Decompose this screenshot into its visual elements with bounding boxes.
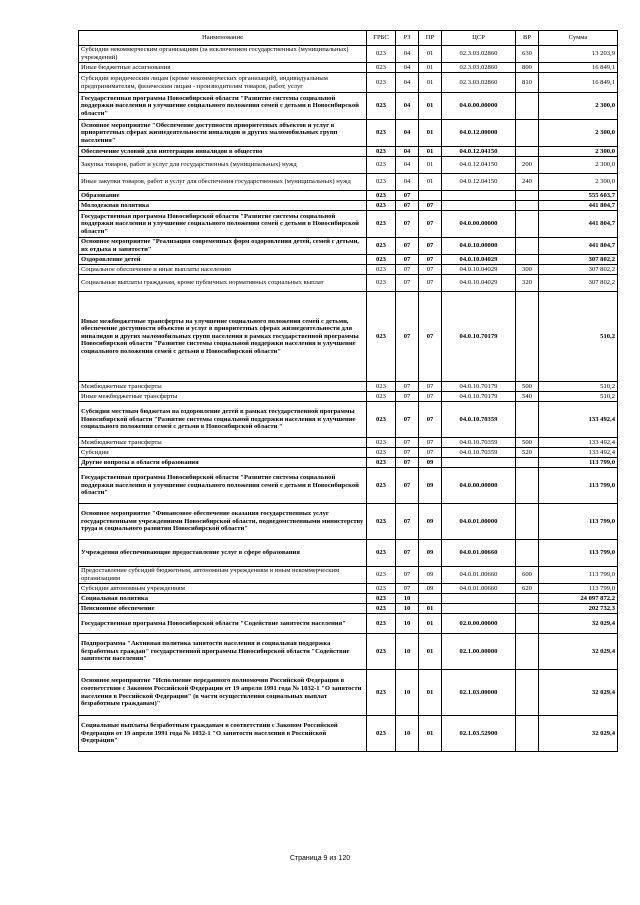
cell-vr: 620 — [516, 584, 539, 594]
table-row — [79, 614, 618, 634]
table-row — [79, 382, 618, 392]
cell-grbs: 023 — [367, 402, 396, 438]
cell-vr — [516, 147, 539, 157]
cell-name: Обеспечение условий для интеграции инвалидов в общество — [79, 147, 367, 157]
cell-csr: 04.0.10.70359 — [442, 402, 516, 438]
table-row — [79, 275, 618, 292]
cell-rz: 07 — [396, 567, 419, 584]
cell-pr: 07 — [419, 438, 442, 448]
cell-sum: 441 804,7 — [539, 201, 618, 211]
cell-pr: 01 — [419, 670, 442, 716]
cell-rz: 07 — [396, 458, 419, 468]
cell-pr: 09 — [419, 584, 442, 594]
cell-csr: 04.0.10.70179 — [442, 292, 516, 382]
cell-vr: 810 — [516, 73, 539, 93]
cell-csr: 02.1.03.52900 — [442, 716, 516, 752]
cell-pr: 01 — [419, 63, 442, 73]
cell-grbs: 023 — [367, 46, 396, 63]
table-row — [79, 174, 618, 191]
cell-sum: 113 799,0 — [539, 458, 618, 468]
cell-rz: 04 — [396, 174, 419, 191]
cell-name: Субсидии некоммерческим организациям (за исключением государственных (муниципальных) учреждений) — [79, 46, 367, 63]
cell-rz: 04 — [396, 157, 419, 174]
cell-rz: 10 — [396, 594, 419, 604]
cell-name: Учреждения обеспечивающие предоставление услуг в сфере образования — [79, 540, 367, 567]
cell-name: Иные межбюджетные трансферты на улучшение социального положения семей с детьми, обеспечение доступности объектов и услуг в приоритетных сферах жизнедеятельности для инвалидов и других маломобильных групп населения в рамках государственной программы Новосибирской области "Развитие системы социальной поддержки населения и улучшение социального положения семей с детьми в Новосибирской области" — [79, 292, 367, 382]
cell-name: Пенсионное обеспечение — [79, 604, 367, 614]
cell-csr: 04.0.10.04029 — [442, 255, 516, 265]
cell-csr: 04.0.10.70359 — [442, 438, 516, 448]
cell-rz: 07 — [396, 402, 419, 438]
cell-rz: 07 — [396, 504, 419, 540]
cell-name: Субсидии местным бюджетам на оздоровление детей в рамках государственной программы Новосибирской области "Развитие системы социальной поддержки населения и улучшение социального положения семей с детьми в Новосибирской области " — [79, 402, 367, 438]
cell-name: Основное мероприятие "Исполнение переданного полномочия Российской Федерации в соответствии с Законом Российской Федерации от 19 апреля 1991 года № 1032-1 "О занятости населения в Российской Федерации" (в части осуществления социальных выплат безработным гражданам)" — [79, 670, 367, 716]
cell-rz: 04 — [396, 93, 419, 120]
cell-rz: 04 — [396, 147, 419, 157]
cell-rz: 04 — [396, 46, 419, 63]
cell-name: Социальные выплаты безработным гражданам в соответствии с Законом Российской Федерации от 19 апреля 1991 года № 1032-1 "О занятости населения в Российской Федерации" — [79, 716, 367, 752]
cell-sum: 32 029,4 — [539, 614, 618, 634]
cell-pr: 09 — [419, 468, 442, 504]
table-row — [79, 292, 618, 382]
cell-rz: 07 — [396, 255, 419, 265]
cell-name: Социальная политика — [79, 594, 367, 604]
table-row — [79, 392, 618, 402]
cell-grbs: 023 — [367, 448, 396, 458]
table-row — [79, 402, 618, 438]
cell-sum: 113 799,0 — [539, 584, 618, 594]
cell-name: Основное мероприятие "Реализация современных форм оздоровления детей, семей с детьми, их отдыха и занятости" — [79, 238, 367, 255]
cell-name: Основное мероприятие "Финансовое обеспечение оказания государственных услуг государственными учреждениями Новосибирской области, подведомственными министерству труда и социального развития Новосибирской области" — [79, 504, 367, 540]
cell-vr — [516, 670, 539, 716]
cell-pr: 01 — [419, 174, 442, 191]
cell-sum: 307 802,2 — [539, 255, 618, 265]
cell-rz: 07 — [396, 584, 419, 594]
table-row — [79, 504, 618, 540]
cell-vr — [516, 191, 539, 201]
cell-pr: 09 — [419, 504, 442, 540]
cell-grbs: 023 — [367, 504, 396, 540]
cell-name: Основное мероприятие "Обеспечение доступности приоритетных объектов и услуг в приоритетных сферах жизнедеятельности инвалидов и других маломобильных групп населения" — [79, 120, 367, 147]
cell-name: Межбюджетные трансферты — [79, 382, 367, 392]
cell-sum: 2 300,0 — [539, 157, 618, 174]
cell-pr: 07 — [419, 402, 442, 438]
cell-grbs: 023 — [367, 614, 396, 634]
cell-vr — [516, 211, 539, 238]
table-row — [79, 448, 618, 458]
cell-csr — [442, 604, 516, 614]
cell-rz: 04 — [396, 63, 419, 73]
cell-rz: 07 — [396, 448, 419, 458]
cell-pr: 01 — [419, 614, 442, 634]
header-rz: РЗ — [396, 31, 419, 46]
cell-pr: 07 — [419, 275, 442, 292]
cell-pr: 07 — [419, 382, 442, 392]
cell-sum: 32 029,4 — [539, 716, 618, 752]
cell-vr: 320 — [516, 275, 539, 292]
cell-csr: 04.0.12.00000 — [442, 120, 516, 147]
table-row — [79, 93, 618, 120]
cell-pr: 09 — [419, 540, 442, 567]
cell-grbs: 023 — [367, 93, 396, 120]
cell-name: Предоставление субсидий бюджетным, автономным учреждениям и иным некоммерческим организациям — [79, 567, 367, 584]
table-row — [79, 46, 618, 63]
budget-table — [78, 30, 618, 752]
cell-vr — [516, 504, 539, 540]
header-grbs: ГРБС — [367, 31, 396, 46]
cell-sum: 16 849,1 — [539, 73, 618, 93]
cell-vr — [516, 120, 539, 147]
cell-pr: 01 — [419, 46, 442, 63]
cell-sum: 113 799,0 — [539, 540, 618, 567]
budget-table-page — [78, 30, 617, 752]
cell-vr: 500 — [516, 382, 539, 392]
table-row — [79, 567, 618, 584]
cell-rz: 10 — [396, 614, 419, 634]
cell-grbs: 023 — [367, 540, 396, 567]
cell-sum: 32 029,4 — [539, 670, 618, 716]
cell-csr: 02.3.03.02860 — [442, 63, 516, 73]
cell-rz: 07 — [396, 468, 419, 504]
cell-pr: 01 — [419, 73, 442, 93]
cell-csr: 04.0.12.04150 — [442, 147, 516, 157]
cell-grbs: 023 — [367, 292, 396, 382]
table-row — [79, 540, 618, 567]
cell-pr — [419, 594, 442, 604]
cell-csr — [442, 201, 516, 211]
cell-sum: 113 799,0 — [539, 468, 618, 504]
header-name: Наименование — [79, 31, 367, 46]
cell-pr: 07 — [419, 255, 442, 265]
cell-csr: 04.0.01.00660 — [442, 584, 516, 594]
cell-name: Межбюджетные трансферты — [79, 438, 367, 448]
cell-rz: 07 — [396, 211, 419, 238]
table-row — [79, 63, 618, 73]
cell-grbs: 023 — [367, 634, 396, 670]
cell-vr: 200 — [516, 157, 539, 174]
cell-rz: 10 — [396, 716, 419, 752]
cell-rz: 10 — [396, 670, 419, 716]
cell-rz: 10 — [396, 634, 419, 670]
cell-grbs: 023 — [367, 211, 396, 238]
cell-sum: 133 492,4 — [539, 402, 618, 438]
table-row — [79, 438, 618, 448]
cell-grbs: 023 — [367, 157, 396, 174]
cell-vr — [516, 201, 539, 211]
cell-name: Социальное обеспечение и иные выплаты населению — [79, 265, 367, 275]
cell-vr: 630 — [516, 46, 539, 63]
cell-csr: 04.0.10.70179 — [442, 392, 516, 402]
cell-rz: 07 — [396, 540, 419, 567]
table-row — [79, 594, 618, 604]
page-number: Страница 9 из 120 — [289, 855, 351, 862]
cell-pr: 01 — [419, 157, 442, 174]
cell-name: Иные закупки товаров, работ и услуг для обеспечения государственных (муниципальных) нужд — [79, 174, 367, 191]
cell-vr: 540 — [516, 392, 539, 402]
cell-rz: 04 — [396, 120, 419, 147]
table-body — [79, 46, 618, 752]
cell-rz: 07 — [396, 201, 419, 211]
cell-grbs: 023 — [367, 238, 396, 255]
cell-csr: 04.0.00.00000 — [442, 468, 516, 504]
cell-grbs: 023 — [367, 147, 396, 157]
cell-sum: 13 203,9 — [539, 46, 618, 63]
cell-sum: 113 799,0 — [539, 567, 618, 584]
table-row — [79, 458, 618, 468]
cell-name: Субсидии юридическим лицам (кроме некоммерческих организаций), индивидуальным предпринимателям, физическим лицам - производителям товаров, работ, услуг — [79, 73, 367, 93]
cell-name: Государственная программа Новосибирской области "Развитие системы социальной поддержки населения и улучшение социального положения семей с детьми в Новосибирской области" — [79, 211, 367, 238]
cell-sum: 2 300,0 — [539, 120, 618, 147]
cell-name: Субсидии автономным учреждениям — [79, 584, 367, 594]
cell-rz: 07 — [396, 275, 419, 292]
cell-rz: 07 — [396, 382, 419, 392]
cell-vr — [516, 292, 539, 382]
cell-pr: 01 — [419, 604, 442, 614]
cell-grbs: 023 — [367, 567, 396, 584]
cell-name: Закупка товаров, работ и услуг для государственных (муниципальных) нужд — [79, 157, 367, 174]
cell-csr: 04.0.10.04029 — [442, 265, 516, 275]
cell-csr: 04.0.00.00000 — [442, 93, 516, 120]
cell-pr: 07 — [419, 448, 442, 458]
cell-csr: 02.0.00.00000 — [442, 614, 516, 634]
cell-name: Государственная программа Новосибирской области "Развитие системы социальной поддержки населения и улучшение социального положения семей с детьми в Новосибирской области" — [79, 468, 367, 504]
cell-vr — [516, 604, 539, 614]
table-row — [79, 211, 618, 238]
cell-grbs: 023 — [367, 191, 396, 201]
cell-name: Подпрограмма "Активная политика занятости населения и социальная поддержка безработных граждан" государственной программы Новосибирской области "Содействие занятости населения" — [79, 634, 367, 670]
table-row — [79, 191, 618, 201]
cell-vr — [516, 634, 539, 670]
cell-grbs: 023 — [367, 584, 396, 594]
cell-vr — [516, 255, 539, 265]
cell-pr: 01 — [419, 147, 442, 157]
cell-name: Иные межбюджетные трансферты — [79, 392, 367, 402]
cell-grbs: 023 — [367, 716, 396, 752]
cell-vr — [516, 540, 539, 567]
cell-name: Субсидии — [79, 448, 367, 458]
cell-sum: 202 732,3 — [539, 604, 618, 614]
cell-csr: 04.0.12.04150 — [442, 157, 516, 174]
cell-sum: 441 804,7 — [539, 211, 618, 238]
cell-grbs: 023 — [367, 120, 396, 147]
cell-pr: 01 — [419, 120, 442, 147]
cell-csr: 04.0.00.00000 — [442, 211, 516, 238]
cell-rz: 07 — [396, 292, 419, 382]
header-csr: ЦСР — [442, 31, 516, 46]
cell-name: Образование — [79, 191, 367, 201]
cell-pr: 09 — [419, 458, 442, 468]
cell-csr: 04.0.12.04150 — [442, 174, 516, 191]
table-row — [79, 584, 618, 594]
header-pr: ПР — [419, 31, 442, 46]
cell-vr — [516, 594, 539, 604]
cell-grbs: 023 — [367, 255, 396, 265]
cell-name: Иные бюджетные ассигнования — [79, 63, 367, 73]
cell-rz: 10 — [396, 604, 419, 614]
table-row — [79, 716, 618, 752]
cell-vr: 240 — [516, 174, 539, 191]
cell-rz: 07 — [396, 438, 419, 448]
header-vr: ВР — [516, 31, 539, 46]
cell-name: Другие вопросы в области образования — [79, 458, 367, 468]
cell-pr: 01 — [419, 716, 442, 752]
cell-rz: 07 — [396, 191, 419, 201]
cell-grbs: 023 — [367, 438, 396, 448]
cell-vr: 500 — [516, 438, 539, 448]
cell-csr: 04.0.01.00000 — [442, 504, 516, 540]
cell-grbs: 023 — [367, 604, 396, 614]
cell-name: Молодежная политика — [79, 201, 367, 211]
table-row — [79, 670, 618, 716]
cell-vr — [516, 238, 539, 255]
cell-pr: 07 — [419, 201, 442, 211]
table-row — [79, 238, 618, 255]
cell-grbs: 023 — [367, 73, 396, 93]
cell-sum: 32 029,4 — [539, 634, 618, 670]
cell-pr: 07 — [419, 265, 442, 275]
cell-sum: 24 097 872,2 — [539, 594, 618, 604]
cell-pr: 01 — [419, 634, 442, 670]
table-row — [79, 634, 618, 670]
table-row — [79, 73, 618, 93]
table-row — [79, 147, 618, 157]
cell-pr — [419, 191, 442, 201]
cell-grbs: 023 — [367, 275, 396, 292]
cell-name: Государственная программа Новосибирской области "Развитие системы социальной поддержки населения и улучшение социального положения семей с детьми в Новосибирской области" — [79, 93, 367, 120]
cell-rz: 07 — [396, 392, 419, 402]
cell-sum: 133 492,4 — [539, 438, 618, 448]
cell-sum: 133 492,4 — [539, 448, 618, 458]
cell-sum: 510,2 — [539, 382, 618, 392]
cell-sum: 16 849,1 — [539, 63, 618, 73]
cell-csr: 02.3.03.02860 — [442, 73, 516, 93]
cell-vr — [516, 458, 539, 468]
cell-vr — [516, 402, 539, 438]
cell-pr: 01 — [419, 93, 442, 120]
cell-sum: 2 300,0 — [539, 93, 618, 120]
table-row — [79, 265, 618, 275]
cell-csr: 04.0.01.00660 — [442, 540, 516, 567]
cell-sum: 555 603,7 — [539, 191, 618, 201]
header-sum: Сумма — [539, 31, 618, 46]
cell-csr: 04.0.10.04029 — [442, 275, 516, 292]
table-row — [79, 157, 618, 174]
cell-name: Государственная программа Новосибирской области "Содействие занятости населения" — [79, 614, 367, 634]
cell-sum: 441 804,7 — [539, 238, 618, 255]
cell-csr — [442, 191, 516, 201]
cell-grbs: 023 — [367, 174, 396, 191]
cell-sum: 510,2 — [539, 292, 618, 382]
cell-name: Оздоровление детей — [79, 255, 367, 265]
cell-csr: 02.1.00.00000 — [442, 634, 516, 670]
cell-rz: 07 — [396, 238, 419, 255]
table-row — [79, 201, 618, 211]
table-row — [79, 120, 618, 147]
cell-sum: 510,2 — [539, 392, 618, 402]
cell-csr: 02.3.03.02860 — [442, 46, 516, 63]
cell-pr: 09 — [419, 567, 442, 584]
cell-vr — [516, 614, 539, 634]
cell-grbs: 023 — [367, 594, 396, 604]
cell-name: Социальные выплаты гражданам, кроме публичных нормативных социальных выплат — [79, 275, 367, 292]
cell-sum: 113 799,0 — [539, 504, 618, 540]
cell-grbs: 023 — [367, 201, 396, 211]
cell-pr: 07 — [419, 392, 442, 402]
cell-sum: 2 300,0 — [539, 147, 618, 157]
table-row — [79, 604, 618, 614]
cell-sum: 307 802,2 — [539, 265, 618, 275]
cell-pr: 07 — [419, 238, 442, 255]
cell-csr: 04.0.10.70179 — [442, 382, 516, 392]
cell-vr — [516, 716, 539, 752]
table-row — [79, 468, 618, 504]
cell-grbs: 023 — [367, 458, 396, 468]
cell-vr: 520 — [516, 448, 539, 458]
cell-vr: 300 — [516, 265, 539, 275]
cell-pr: 07 — [419, 292, 442, 382]
cell-sum: 2 300,0 — [539, 174, 618, 191]
cell-csr — [442, 594, 516, 604]
cell-sum: 307 802,2 — [539, 275, 618, 292]
cell-grbs: 023 — [367, 382, 396, 392]
cell-csr: 02.1.03.00000 — [442, 670, 516, 716]
cell-csr: 04.0.10.00000 — [442, 238, 516, 255]
cell-rz: 04 — [396, 73, 419, 93]
cell-pr: 07 — [419, 211, 442, 238]
cell-grbs: 023 — [367, 392, 396, 402]
cell-vr — [516, 468, 539, 504]
cell-csr — [442, 458, 516, 468]
table-header-row — [79, 31, 618, 46]
cell-grbs: 023 — [367, 63, 396, 73]
cell-vr: 800 — [516, 63, 539, 73]
cell-csr: 04.0.10.70359 — [442, 448, 516, 458]
cell-csr: 04.0.01.00660 — [442, 567, 516, 584]
cell-grbs: 023 — [367, 468, 396, 504]
cell-vr — [516, 93, 539, 120]
table-row — [79, 255, 618, 265]
cell-vr: 600 — [516, 567, 539, 584]
cell-grbs: 023 — [367, 670, 396, 716]
cell-grbs: 023 — [367, 265, 396, 275]
cell-rz: 07 — [396, 265, 419, 275]
